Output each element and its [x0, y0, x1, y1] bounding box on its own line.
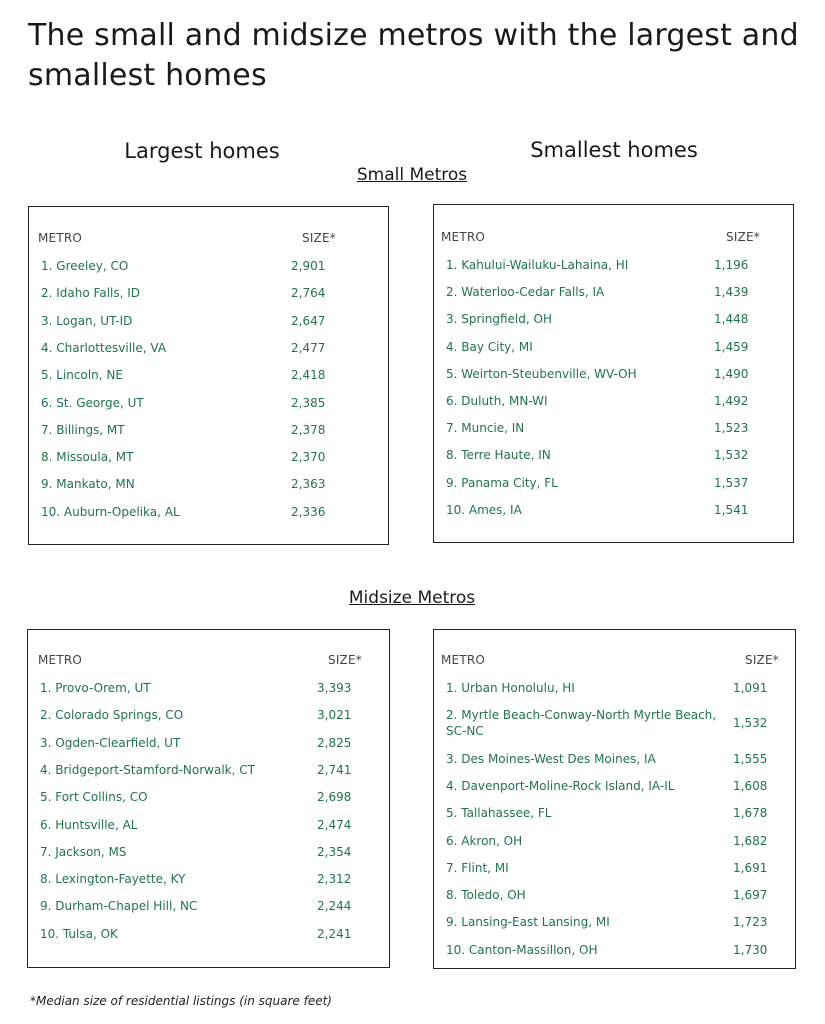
metro-name: 9. Lansing-East Lansing, MI [446, 915, 610, 930]
table-mid-largest [27, 629, 390, 968]
metro-name: 8. Missoula, MT [41, 450, 134, 465]
home-size-value: 2,647 [291, 313, 326, 328]
footnote: *Median size of residential listings (in square feet) [30, 994, 332, 1008]
home-size-value: 1,532 [733, 716, 768, 731]
metro-name: 4. Bay City, MI [446, 339, 533, 354]
home-size-value: 2,363 [291, 477, 326, 492]
heading-largest-homes: Largest homes [124, 139, 280, 163]
metro-name: 7. Muncie, IN [446, 421, 525, 436]
column-header-metro: METRO [38, 231, 83, 245]
metro-name: 3. Springfield, OH [446, 312, 552, 327]
metro-name: 2. Waterloo-Cedar Falls, IA [446, 285, 605, 300]
metro-name: 8. Toledo, OH [446, 888, 526, 903]
home-size-value: 2,477 [291, 340, 326, 355]
home-size-value: 2,385 [291, 395, 326, 410]
metro-name: 3. Logan, UT-ID [41, 313, 133, 328]
metro-name: 5. Fort Collins, CO [40, 790, 148, 805]
heading-smallest-homes: Smallest homes [530, 138, 698, 162]
table-small-smallest [433, 204, 794, 543]
column-header-size: SIZE* [726, 230, 760, 244]
home-size-value: 2,241 [317, 926, 352, 941]
metro-name: 7. Billings, MT [41, 422, 125, 437]
metro-name: 3. Ogden-Clearfield, UT [40, 735, 181, 750]
metro-name: 5. Lincoln, NE [41, 368, 123, 383]
section-midsize-metros: Midsize Metros [348, 588, 476, 608]
home-size-value: 1,691 [733, 860, 768, 875]
home-size-value: 1,730 [733, 942, 768, 957]
metro-name: 10. Tulsa, OK [40, 926, 118, 941]
metro-name: 5. Weirton-Steubenville, WV-OH [446, 366, 637, 381]
home-size-value: 1,532 [714, 448, 749, 463]
section-small-metros: Small Metros [356, 165, 468, 185]
home-size-value: 1,608 [733, 778, 768, 793]
home-size-value: 1,492 [714, 394, 749, 408]
metro-name: 1. Provo-Orem, UT [40, 681, 151, 695]
table-small-largest [28, 206, 389, 545]
home-size-value: 2,901 [291, 259, 326, 273]
metro-name: 9. Mankato, MN [41, 477, 135, 492]
metro-name: 6. Duluth, MN-WI [446, 394, 548, 408]
metro-name: 9. Panama City, FL [446, 475, 558, 490]
home-size-value: 2,418 [291, 368, 326, 383]
metro-name: 8. Terre Haute, IN [446, 448, 551, 463]
metro-name: 6. St. George, UT [41, 395, 144, 410]
home-size-value: 2,764 [291, 286, 326, 301]
home-size-value: 1,697 [733, 888, 768, 903]
metro-name: 10. Auburn-Opelika, AL [41, 504, 180, 519]
home-size-value: 1,459 [714, 339, 749, 354]
metro-name: 3. Des Moines-West Des Moines, IA [446, 751, 656, 766]
metro-name: 2. Idaho Falls, ID [41, 286, 141, 301]
home-size-value: 1,448 [714, 312, 749, 327]
metro-name: 7. Jackson, MS [40, 844, 127, 859]
home-size-value: 1,541 [714, 502, 749, 517]
column-header-size: SIZE* [328, 653, 362, 667]
home-size-value: 3,021 [317, 708, 352, 723]
column-header-metro: METRO [441, 653, 486, 667]
home-size-value: 2,354 [317, 844, 352, 859]
metro-name: 6. Huntsville, AL [40, 817, 138, 832]
metro-name: 7. Flint, MI [446, 860, 509, 875]
home-size-value: 2,336 [291, 504, 326, 519]
column-header-metro: METRO [38, 653, 83, 667]
metro-name: 10. Ames, IA [446, 502, 522, 517]
home-size-value: 1,678 [733, 806, 768, 821]
home-size-value: 1,537 [714, 475, 749, 490]
home-size-value: 1,490 [714, 366, 749, 381]
metro-name: 2. Colorado Springs, CO [40, 708, 184, 723]
home-size-value: 1,196 [714, 258, 749, 272]
home-size-value: 1,682 [733, 833, 768, 848]
home-size-value: 1,555 [733, 751, 768, 766]
home-size-value: 2,741 [317, 762, 352, 777]
metro-name: 4. Charlottesville, VA [41, 340, 167, 355]
metro-name: 8. Lexington-Fayette, KY [40, 872, 186, 887]
home-size-value: 2,370 [291, 450, 326, 465]
column-header-size: SIZE* [745, 653, 779, 667]
page-title: The small and midsize metros with the largest and smallest homes [28, 18, 799, 93]
column-header-size: SIZE* [302, 231, 336, 245]
home-size-value: 1,091 [733, 681, 768, 695]
home-size-value: 2,312 [317, 872, 352, 887]
home-size-value: 3,393 [317, 681, 352, 695]
metro-name: 4. Bridgeport-Stamford-Norwalk, CT [40, 762, 255, 777]
table-mid-smallest [433, 629, 796, 969]
metro-name: 9. Durham-Chapel Hill, NC [40, 899, 198, 914]
home-size-value: 2,825 [317, 735, 352, 750]
home-size-value: 1,439 [714, 285, 749, 300]
metro-name: 1. Kahului-Wailuku-Lahaina, HI [446, 258, 629, 272]
home-size-value: 1,723 [733, 915, 768, 930]
home-size-value: 2,244 [317, 899, 352, 914]
home-size-value: 2,698 [317, 790, 352, 805]
home-size-value: 1,523 [714, 421, 749, 436]
metro-name: 6. Akron, OH [446, 833, 523, 848]
column-header-metro: METRO [441, 230, 486, 244]
metro-name: 4. Davenport-Moline-Rock Island, IA-IL [446, 778, 675, 793]
metro-name: 1. Urban Honolulu, HI [446, 681, 575, 695]
metro-name: 2. Myrtle Beach-Conway-North Myrtle Beach, SC-NC [446, 708, 717, 739]
home-size-value: 2,378 [291, 422, 326, 437]
metro-name: 10. Canton-Massillon, OH [446, 942, 598, 957]
metro-name: 5. Tallahassee, FL [446, 806, 552, 821]
metro-name: 1. Greeley, CO [41, 259, 129, 273]
home-size-value: 2,474 [317, 817, 352, 832]
